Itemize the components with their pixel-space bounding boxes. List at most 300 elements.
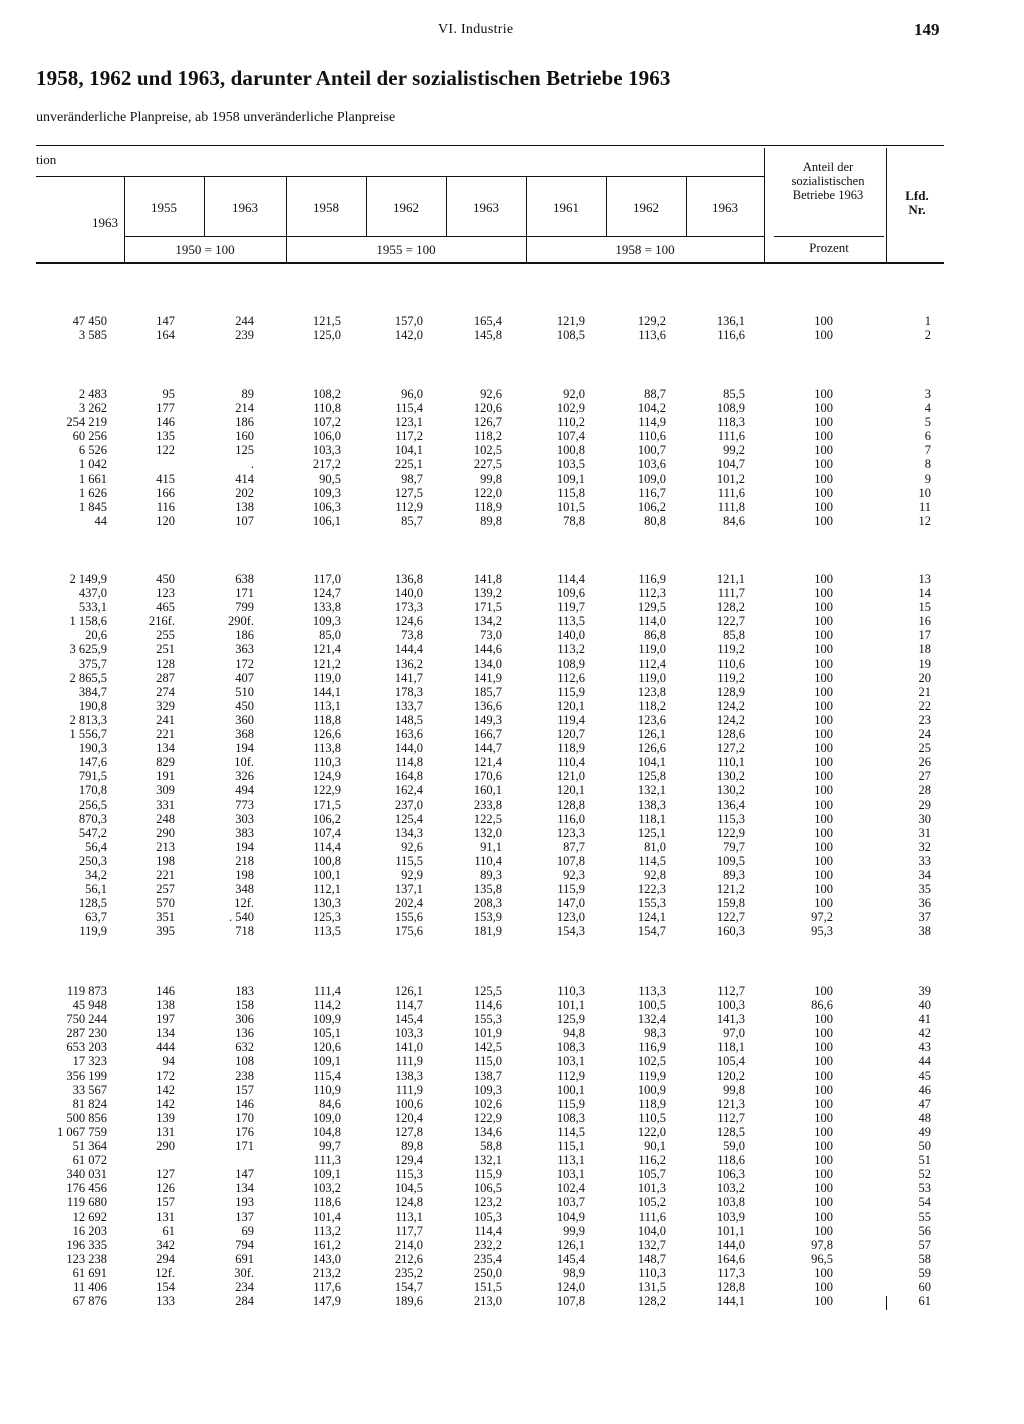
table-cell: 119,0	[638, 670, 666, 685]
table-cell: 287 230	[66, 1026, 107, 1041]
table-cell: 190,8	[78, 698, 107, 713]
table-cell: 144,0	[716, 1237, 745, 1252]
table-cell: 33 567	[72, 1082, 107, 1097]
table-cell: 57	[918, 1237, 931, 1252]
table-cell: 110,8	[313, 401, 341, 416]
table-cell: 18	[918, 642, 931, 657]
table-cell: 134	[156, 741, 175, 756]
table-cell: 309	[156, 783, 175, 798]
header-bottom-rule	[36, 262, 944, 264]
table-cell: 632	[235, 1040, 254, 1055]
table-cell: 39	[918, 984, 931, 998]
table-cell: 110,5	[638, 1110, 666, 1125]
table-cell: 251	[156, 642, 175, 657]
table-cell: 7	[924, 443, 931, 458]
prozent-label: Prozent	[809, 240, 849, 255]
table-cell: 112,9	[557, 1068, 585, 1083]
col-1963-abs	[73, 314, 107, 342]
table-cell: 90,1	[644, 1139, 666, 1154]
table-cell: 20	[918, 670, 931, 685]
table-cell: 110,4	[557, 755, 585, 770]
table-cell: 158	[235, 998, 254, 1013]
table-cell: 144,0	[394, 741, 423, 756]
table-cell: 86,8	[644, 628, 666, 643]
table-cell: 108,5	[556, 328, 585, 343]
table-cell: 92,6	[480, 387, 502, 401]
table-cell: 198	[235, 867, 254, 882]
table-cell: 290	[156, 1139, 175, 1154]
table-cell: 100	[814, 1026, 833, 1041]
table-cell: 60 256	[72, 429, 107, 444]
table-cell: 119,9	[79, 924, 107, 939]
table-cell: 257	[156, 882, 175, 897]
table-cell: 254 219	[66, 415, 107, 430]
table-cell: 61 072	[72, 1153, 107, 1168]
table-cell: 128,8	[556, 797, 585, 812]
table-cell: 331	[156, 797, 175, 812]
table-cell: 125,9	[556, 1012, 585, 1027]
table-cell: 118,1	[638, 811, 666, 826]
table-cell: 100	[814, 457, 833, 472]
table-cell: 107,8	[556, 1294, 585, 1309]
table-cell: 221	[156, 727, 175, 742]
table-cell: 212,6	[394, 1251, 423, 1266]
table-cell: 103,1	[556, 1167, 585, 1182]
table-cell: 221	[156, 867, 175, 882]
table-cell: 104,0	[637, 1223, 666, 1238]
table-cell: 108,3	[556, 1110, 585, 1125]
table-cell: 100	[814, 471, 833, 486]
table-cell: 170	[235, 1110, 254, 1125]
header-divider	[764, 148, 765, 262]
table-cell: 100	[814, 670, 833, 685]
table-cell: 53	[918, 1181, 931, 1196]
table-cell: 92,6	[401, 839, 423, 854]
table-cell: 80,8	[644, 513, 666, 528]
table-cell: 124,8	[394, 1195, 423, 1210]
col-1958-index	[313, 387, 341, 528]
table-cell: 106,5	[473, 1181, 502, 1196]
table-cell: 225,1	[394, 457, 423, 472]
col-1961-index	[557, 314, 585, 342]
table-cell: 109,1	[312, 1054, 341, 1069]
table-cell	[156, 457, 175, 471]
table-cell: 51	[918, 1153, 931, 1168]
table-cell: 794	[235, 1237, 254, 1252]
table-cell: 147,6	[78, 755, 107, 770]
table-cell: 132,7	[637, 1237, 666, 1252]
table-cell: 112,6	[557, 670, 585, 685]
table-cell: 100	[814, 1223, 833, 1238]
table-cell: 141,3	[716, 1012, 745, 1027]
table-cell: 104,8	[312, 1124, 341, 1139]
table-cell: 107,8	[556, 853, 585, 868]
table-cell: 172	[235, 656, 254, 671]
table-cell: 32	[918, 839, 931, 854]
table-cell: 116,2	[638, 1153, 666, 1168]
table-cell: 100	[814, 769, 833, 784]
col-1955-index	[156, 387, 175, 528]
table-cell: 129,4	[394, 1153, 423, 1168]
table-cell: 100	[814, 712, 833, 727]
col-1963-abs	[66, 387, 107, 528]
table-cell: 100	[814, 429, 833, 444]
table-cell: 24	[918, 727, 931, 742]
table-cell: 294	[156, 1251, 175, 1266]
col-lfd-nr	[919, 572, 932, 938]
table-cell: 208,3	[473, 896, 502, 911]
base-label: 1950 = 100	[175, 242, 235, 257]
table-cell: 375,7	[78, 656, 107, 671]
table-cell: 235,4	[473, 1251, 502, 1266]
table-cell: 123,0	[556, 910, 585, 925]
table-cell: 88,7	[644, 387, 666, 401]
table-cell: 90,5	[319, 471, 341, 486]
table-cell: 437,0	[78, 586, 107, 601]
col-1963-abs	[57, 984, 107, 1308]
table-cell: 85,5	[723, 387, 745, 401]
table-cell: 119 680	[66, 1195, 107, 1210]
table-cell: 164,8	[394, 769, 423, 784]
table-cell: 1 845	[78, 499, 107, 514]
table-cell: 197	[156, 1012, 175, 1027]
table-cell: 89,8	[480, 513, 502, 528]
table-cell: 100	[814, 1054, 833, 1069]
table-cell: 241	[156, 712, 175, 727]
partial-column-header: tion	[36, 152, 57, 167]
table-cell: 132,1	[473, 1153, 502, 1168]
col-1962-index-1955	[395, 387, 423, 528]
table-cell: 118,8	[313, 712, 341, 727]
table-cell: 100	[814, 896, 833, 911]
table-cell: 111,6	[717, 485, 745, 500]
table-cell: 99,8	[723, 1082, 745, 1097]
table-cell: 218	[235, 853, 254, 868]
table-cell: 92,9	[401, 867, 423, 882]
column-header: 1961	[553, 200, 579, 215]
col-1961-index	[557, 572, 585, 938]
col-1963-index-1958	[717, 387, 745, 528]
table-cell: 189,6	[394, 1294, 423, 1309]
table-cell: 134,6	[473, 1124, 502, 1139]
table-cell: 287	[156, 670, 175, 685]
table-cell: 136,4	[716, 797, 745, 812]
table-cell: 112,9	[395, 499, 423, 514]
table-cell: 123,6	[637, 712, 666, 727]
table-cell: 99,8	[480, 471, 502, 486]
table-cell: 133,8	[312, 600, 341, 615]
table-cell: 198	[156, 853, 175, 868]
table-cell: 121,4	[312, 642, 341, 657]
table-cell: 414	[235, 471, 254, 486]
table-cell: 100	[814, 1209, 833, 1224]
table-cell: 113,3	[638, 984, 666, 998]
table-cell: 155,3	[473, 1012, 502, 1027]
table-cell: 103,1	[556, 1054, 585, 1069]
table-cell: 124,7	[312, 586, 341, 601]
table-cell: 135,8	[473, 882, 502, 897]
table-cell: 326	[235, 769, 254, 784]
table-cell: 110,1	[717, 755, 745, 770]
table-cell: 100	[814, 586, 833, 601]
table-cell: 97,2	[811, 910, 833, 925]
table-cell: 147,0	[556, 896, 585, 911]
table-cell: 105,4	[716, 1054, 745, 1069]
col-lfd-nr	[925, 314, 931, 342]
table-cell: 17	[918, 628, 931, 643]
col-1962-index-1955	[395, 572, 423, 938]
table-cell: 148,7	[637, 1251, 666, 1266]
table-cell: 16	[918, 614, 931, 629]
table-cell: 2 149,9	[69, 572, 107, 586]
table-cell: 124,2	[716, 712, 745, 727]
table-cell: 130,2	[716, 769, 745, 784]
table-cell: 100	[814, 797, 833, 812]
table-cell: 109,0	[637, 471, 666, 486]
table-cell: 46	[918, 1082, 931, 1097]
table-cell: 101,3	[637, 1181, 666, 1196]
table-cell: 100	[814, 1265, 833, 1280]
table-cell: 73,8	[401, 628, 423, 643]
table-cell: 103,6	[637, 457, 666, 472]
table-cell: 114,7	[395, 998, 423, 1013]
table-cell: 41	[918, 1012, 931, 1027]
table-cell: 48	[918, 1110, 931, 1125]
table-cell: . 540	[229, 910, 254, 925]
table-cell: 59,0	[723, 1139, 745, 1154]
table-cell: 112,7	[717, 984, 745, 998]
table-cell: 100	[814, 825, 833, 840]
table-cell: 110,6	[638, 429, 666, 444]
table-cell: 214	[235, 401, 254, 416]
table-cell: 111,8	[717, 499, 745, 514]
table-cell: 144,1	[716, 1294, 745, 1309]
lfd-nr-column-header: Lfd. Nr.	[905, 188, 929, 217]
table-cell: 154	[156, 1279, 175, 1294]
table-cell: 97,0	[723, 1026, 745, 1041]
table-cell: 138,3	[637, 797, 666, 812]
table-cell: 186	[235, 628, 254, 643]
table-cell: 160,1	[473, 783, 502, 798]
table-cell: 73,0	[480, 628, 502, 643]
table-cell: 118,1	[717, 1040, 745, 1055]
table-cell: 103,3	[394, 1026, 423, 1041]
table-cell: 125,5	[473, 984, 502, 998]
table-cell: 342	[156, 1237, 175, 1252]
table-cell: 120,6	[473, 401, 502, 416]
table-cell: 123	[156, 586, 175, 601]
table-cell: 124,0	[556, 1279, 585, 1294]
table-cell: 193	[235, 1195, 254, 1210]
table-cell: 99,2	[723, 443, 745, 458]
table-cell: 465	[156, 600, 175, 615]
table-cell: 129,5	[637, 600, 666, 615]
table-cell: 100	[814, 1012, 833, 1027]
table-cell: 115,9	[557, 1096, 585, 1111]
col-1963-abs	[70, 572, 108, 938]
table-cell: 256,5	[78, 797, 107, 812]
table-cell: 114,2	[313, 998, 341, 1013]
table-cell: 126,1	[556, 1237, 585, 1252]
table-cell: 113,1	[313, 698, 341, 713]
table-cell: 284	[235, 1294, 254, 1309]
col-1962-index-1958	[638, 572, 666, 938]
table-cell: 139,2	[473, 586, 502, 601]
table-cell: 107,4	[556, 429, 585, 444]
table-cell: 95,3	[811, 924, 833, 939]
table-cell: 100	[814, 513, 833, 528]
table-cell: 136,2	[394, 656, 423, 671]
table-cell: 500 856	[66, 1110, 107, 1125]
table-cell: 123,3	[556, 825, 585, 840]
table-cell: 125,8	[637, 769, 666, 784]
table-cell: 111,9	[395, 1082, 423, 1097]
table-cell: 303	[235, 811, 254, 826]
table-cell: 109,0	[312, 1110, 341, 1125]
table-cell: 6 526	[78, 443, 107, 458]
table-cell: 129,2	[637, 314, 666, 328]
table-cell: 100	[814, 1096, 833, 1111]
col-lfd-nr	[919, 387, 932, 528]
table-cell: 107,2	[312, 415, 341, 430]
table-cell: 177	[156, 401, 175, 416]
table-cell: 95	[162, 387, 175, 401]
table-cell: 112,4	[638, 656, 666, 671]
table-cell: 101,4	[312, 1209, 341, 1224]
table-cell: 1 556,7	[69, 727, 107, 742]
table-cell: 133	[156, 1294, 175, 1309]
table-cell: 194	[235, 839, 254, 854]
table-cell: 97,8	[811, 1237, 833, 1252]
table-cell: 109,3	[473, 1082, 502, 1097]
table-cell: 181,9	[473, 924, 502, 939]
table-cell: 21	[918, 684, 931, 699]
table-cell: 122,7	[716, 614, 745, 629]
table-cell: 105,1	[312, 1026, 341, 1041]
column-header: 1962	[633, 200, 659, 215]
table-cell: 239	[235, 328, 254, 343]
table-cell: 122,9	[716, 825, 745, 840]
table-cell: 100	[814, 328, 833, 343]
table-cell: 101,2	[716, 471, 745, 486]
table-cell: 122,9	[312, 783, 341, 798]
table-cell: 126	[156, 1181, 175, 1196]
table-cell: 123,8	[637, 684, 666, 699]
table-cell: 85,7	[401, 513, 423, 528]
table-cell: 117,7	[395, 1223, 423, 1238]
table-cell: 15	[918, 600, 931, 615]
table-cell: 12f.	[155, 1265, 175, 1280]
table-cell: 165,4	[473, 314, 502, 328]
table-cell: 142	[156, 1096, 175, 1111]
table-cell: 56,4	[85, 839, 107, 854]
table-cell: 351	[156, 910, 175, 925]
table-cell: 238	[235, 1068, 254, 1083]
col-1955-index	[155, 984, 175, 1308]
table-cell: 4	[924, 401, 931, 416]
table-cell: 117,3	[717, 1265, 745, 1280]
table-cell: 119,4	[557, 712, 585, 727]
table-cell: 395	[156, 924, 175, 939]
table-cell: 58,8	[480, 1139, 502, 1154]
table-cell: 123,2	[473, 1195, 502, 1210]
table-cell: 1	[924, 314, 931, 328]
table-cell: 154,7	[394, 1279, 423, 1294]
table-cell: 196 335	[66, 1237, 107, 1252]
table-cell: 691	[235, 1251, 254, 1266]
table-cell: 117,6	[313, 1279, 341, 1294]
table-cell: 829	[156, 755, 175, 770]
table-cell: 134	[156, 1026, 175, 1041]
table-cell: 140,0	[394, 586, 423, 601]
table-cell: 145,8	[473, 328, 502, 343]
col-anteil-prozent	[811, 572, 833, 938]
table-cell: 123 238	[66, 1251, 107, 1266]
table-cell: 141,0	[394, 1040, 423, 1055]
table-cell: 105,2	[637, 1195, 666, 1210]
table-cell: 368	[235, 727, 254, 742]
table-cell: 89,3	[480, 867, 502, 882]
table-cell: 160,3	[716, 924, 745, 939]
table-cell: 113,5	[557, 614, 585, 629]
table-cell: 100	[814, 1294, 833, 1309]
table-cell: 89	[241, 387, 254, 401]
table-cell: 106,0	[312, 429, 341, 444]
table-cell: 214,0	[394, 1237, 423, 1252]
table-cell: 237,0	[394, 797, 423, 812]
table-cell: 100	[814, 401, 833, 416]
table-cell: 290f.	[227, 614, 254, 629]
table-cell: 106,3	[716, 1167, 745, 1182]
col-1963-index-1958	[717, 314, 745, 342]
table-cell: 100	[814, 614, 833, 629]
table-cell: 102,6	[473, 1096, 502, 1111]
table-cell: 124,6	[394, 614, 423, 629]
table-cell: 132,0	[473, 825, 502, 840]
table-cell: 136	[235, 1026, 254, 1041]
table-cell: 30	[918, 811, 931, 826]
table-cell: 183	[235, 984, 254, 998]
table-cell: 47	[918, 1096, 931, 1111]
table-cell: 134,2	[473, 614, 502, 629]
table-cell: 107,4	[312, 825, 341, 840]
table-cell: 131,5	[637, 1279, 666, 1294]
column-header: 1955	[151, 200, 177, 215]
table-cell: 718	[235, 924, 254, 939]
table-cell: 16 203	[72, 1223, 107, 1238]
table-cell: 111,3	[313, 1153, 341, 1168]
table-cell: 136,1	[716, 314, 745, 328]
table-cell: 153,9	[473, 910, 502, 925]
table-cell: 791,5	[78, 769, 107, 784]
table-cell: 171,5	[473, 600, 502, 615]
table-cell: 132,1	[637, 783, 666, 798]
table-cell: 111,6	[638, 1209, 666, 1224]
table-cell: 29	[918, 797, 931, 812]
table-cell: 250,3	[78, 853, 107, 868]
table-cell: 110,4	[474, 853, 502, 868]
table-cell: 81 824	[72, 1096, 107, 1111]
table-cell: 33	[918, 853, 931, 868]
table-cell: 356 199	[66, 1068, 107, 1083]
page-title: 1958, 1962 und 1963, darunter Anteil der sozialistischen Betriebe 1963	[36, 66, 671, 90]
table-cell: 36	[918, 896, 931, 911]
table-cell: 121,2	[716, 882, 745, 897]
table-cell: 103,3	[312, 443, 341, 458]
table-cell: 112,7	[717, 1110, 745, 1125]
table-cell: 134	[235, 1181, 254, 1196]
table-cell: 8	[924, 457, 931, 472]
